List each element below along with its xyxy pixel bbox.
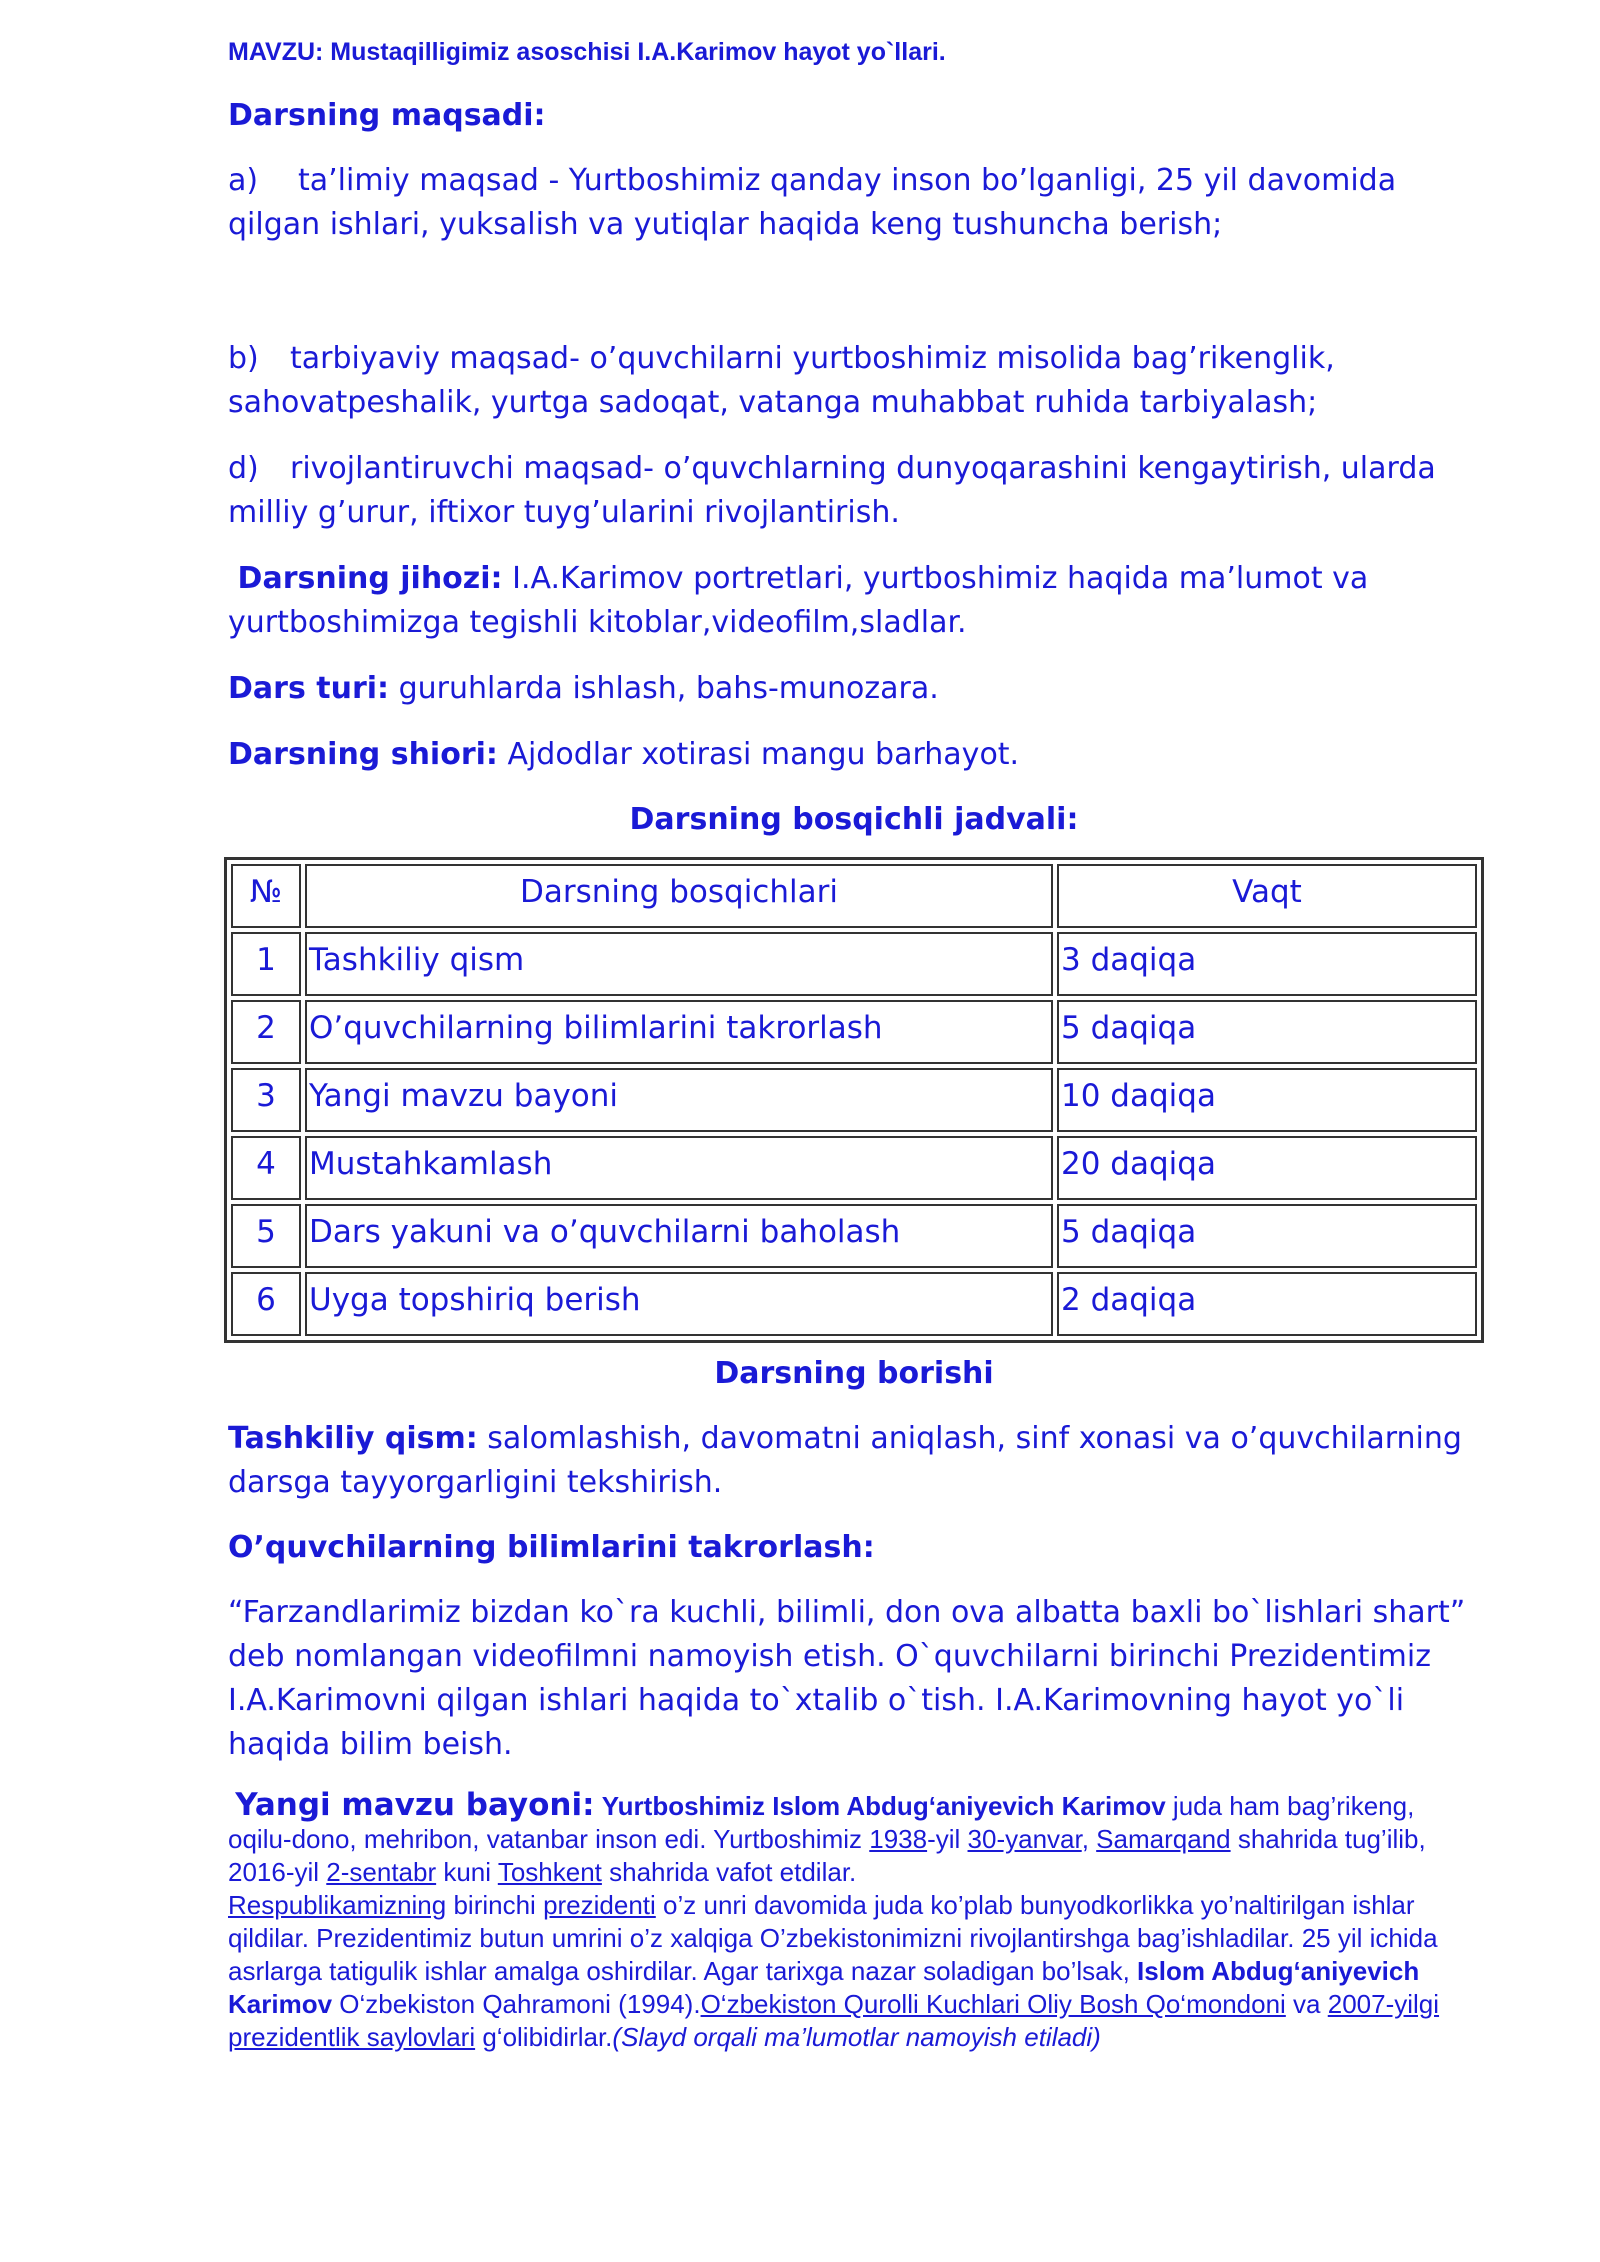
text-run: -yil <box>927 1823 968 1854</box>
slide-note: (Slayd orqali ma’lumotlar namoyish etiladi) <box>612 2021 1101 2052</box>
table-row <box>231 932 1477 996</box>
goal-b-text: tarbiyaviy maqsad- o’quvchilarni yurtboshimiz misolida bag’rikenglik, sahovatpeshalik, yurtga sadoqat, vatanga muhabbat ruhida tarbiyalash; <box>228 340 1335 420</box>
goal-b <box>228 337 1480 425</box>
row-time: 5 daqiqa <box>1057 1204 1477 1268</box>
row-stage: O’quvchilarning bilimlarini takrorlash <box>305 1000 1053 1064</box>
row-stage: Dars yakuni va o’quvchilarni baholash <box>305 1204 1053 1268</box>
row-number: 6 <box>231 1272 301 1336</box>
equipment-label: Darsning jihozi: <box>237 560 503 596</box>
table-header-row <box>231 864 1477 928</box>
row-stage: Mustahkamlash <box>305 1136 1053 1200</box>
equipment-text: I.A.Karimov portretlari, yurtboshimiz haqida ma’lumot va yurtboshimizga tegishli kitoblar,videofilm,sladlar. <box>228 560 1369 640</box>
lesson-stages-table <box>224 857 1484 1343</box>
row-number: 3 <box>231 1068 301 1132</box>
new-topic-paragraph <box>228 1786 1480 2054</box>
link-toshkent[interactable]: Toshkent <box>497 1856 602 1887</box>
row-number: 5 <box>231 1204 301 1268</box>
review-text: “Farzandlarimiz bizdan ko`ra kuchli, bilimli, don ova albatta baxli bo`lishlari shart” deb nomlangan videofilmni namoyish etish. O`quvchilarni birinchi Prezidentimiz I.A.Karimovni qilgan ishlari haqida to`xtalib o`tish. I.A.Karimovning hayot yo`li haqida bilim beish. <box>228 1594 1466 1762</box>
row-stage: Yangi mavzu bayoni <box>305 1068 1053 1132</box>
lesson-type-text: guruhlarda ishlash, bahs-munozara. <box>398 670 939 706</box>
header-stages: Darsning bosqichlari <box>305 864 1053 928</box>
row-time: 10 daqiqa <box>1057 1068 1477 1132</box>
motto-paragraph <box>228 733 1480 777</box>
link-2-sentabr[interactable]: 2-sentabr <box>326 1856 437 1887</box>
link-1938[interactable]: 1938 <box>869 1823 928 1854</box>
row-time: 20 daqiqa <box>1057 1136 1477 1200</box>
link-30-yanvar[interactable]: 30-yanvar <box>967 1823 1082 1854</box>
motto-label: Darsning shiori: <box>228 736 498 772</box>
topic-title: MAVZU: Mustaqilligimiz asoschisi I.A.Karimov hayot yo`llari. <box>228 38 946 66</box>
row-number: 1 <box>231 932 301 996</box>
table-row <box>231 1204 1477 1268</box>
president-name-2: Islom Abdug‘aniyevich Karimov <box>228 1955 1420 2019</box>
organization-text: salomlashish, davomatni aniqlash, sinf xonasi va o’quvchilarning darsga tayyorgarligini tekshirish. <box>228 1420 1462 1500</box>
text-run: kuni <box>436 1856 498 1887</box>
new-topic-label: Yangi mavzu bayoni: <box>235 1786 595 1823</box>
table-row <box>231 1136 1477 1200</box>
header-number: № <box>231 864 301 928</box>
organization-paragraph <box>228 1417 1480 1505</box>
link-qurolli-kuchlar[interactable]: O‘zbekiston Qurolli Kuchlari Oliy Bosh Qo‘mondoni <box>700 1988 1286 2019</box>
text-run: va <box>1285 1988 1328 2019</box>
table-row <box>231 1068 1477 1132</box>
equipment-paragraph <box>228 557 1480 645</box>
row-time: 3 daqiqa <box>1057 932 1477 996</box>
document-page <box>228 36 1480 2054</box>
motto-text: Ajdodlar xotirasi mangu barhayot. <box>507 736 1020 772</box>
lesson-type-paragraph <box>228 667 1480 711</box>
link-prezidenti[interactable]: prezidenti <box>543 1889 656 1920</box>
row-stage: Tashkiliy qism <box>305 932 1053 996</box>
course-title: Darsning borishi <box>714 1355 994 1391</box>
table-row <box>231 1272 1477 1336</box>
text-run: o’z unri davomida juda ko’plab bunyodkorlikka yo’naltirilgan ishlar qildilar. Prezidentimiz butun umrini o’z xalqiga O’zbekistonimizni rivojlantirshga bag’ishladilar. 25 yil ichida asrlarga tatigulik ishlar amalga oshirdilar. Agar tarixga nazar soladigan bo’lsak, <box>228 1889 1438 1986</box>
lesson-type-label: Dars turi: <box>228 670 390 706</box>
goal-d <box>228 447 1480 535</box>
header-time: Vaqt <box>1057 864 1477 928</box>
text-run: , <box>1081 1823 1097 1854</box>
goal-a-marker: a) <box>228 162 259 198</box>
table-row <box>231 1000 1477 1064</box>
goal-a-text: ta’limiy maqsad - Yurtboshimiz qanday inson bo’lganligi, 25 yil davomida qilgan ishlari, yuksalish va yutiqlar haqida keng tushuncha berish; <box>228 162 1397 242</box>
text-run: shahrida tug’ilib, 2016-yil <box>228 1823 1426 1887</box>
link-saylovlar[interactable]: 2007-yilgi prezidentlik saylovlari <box>228 1988 1440 2052</box>
goal-d-text: rivojlantiruvchi maqsad- o’quvchlarning dunyoqarashini kengaytirish, ularda milliy g’urur, iftixor tuyg’ularini rivojlantirish. <box>228 450 1436 530</box>
text-run: shahrida vafot etdilar. <box>601 1856 857 1887</box>
row-time: 5 daqiqa <box>1057 1000 1477 1064</box>
goal-b-marker: b) <box>228 340 259 376</box>
spacer <box>228 269 1480 337</box>
link-samarqand[interactable]: Samarqand <box>1096 1823 1231 1854</box>
text-run: O‘zbekiston Qahramoni (1994). <box>332 1988 701 2019</box>
text-run: juda ham bag’rikeng, oqilu-dono, mehribon, vatanbar inson edi. Yurtboshimiz <box>228 1790 1415 1854</box>
president-name: Yurtboshimiz Islom Abdug‘aniyevich Karimov <box>601 1790 1166 1821</box>
review-heading: O’quvchilarning bilimlarini takrorlash: <box>228 1529 875 1565</box>
row-stage: Uyga topshiriq berish <box>305 1272 1053 1336</box>
table-title: Darsning bosqichli jadvali: <box>629 801 1079 837</box>
row-number: 2 <box>231 1000 301 1064</box>
text-run: birinchi <box>446 1889 544 1920</box>
link-respublikamizning[interactable]: Respublikamizning <box>228 1889 447 1920</box>
goals-heading: Darsning maqsadi: <box>228 97 546 133</box>
text-run: g‘olibidirlar. <box>475 2021 613 2052</box>
organization-label: Tashkiliy qism: <box>228 1420 478 1456</box>
row-number: 4 <box>231 1136 301 1200</box>
row-time: 2 daqiqa <box>1057 1272 1477 1336</box>
goal-d-marker: d) <box>228 450 259 486</box>
goal-a <box>228 159 1480 247</box>
